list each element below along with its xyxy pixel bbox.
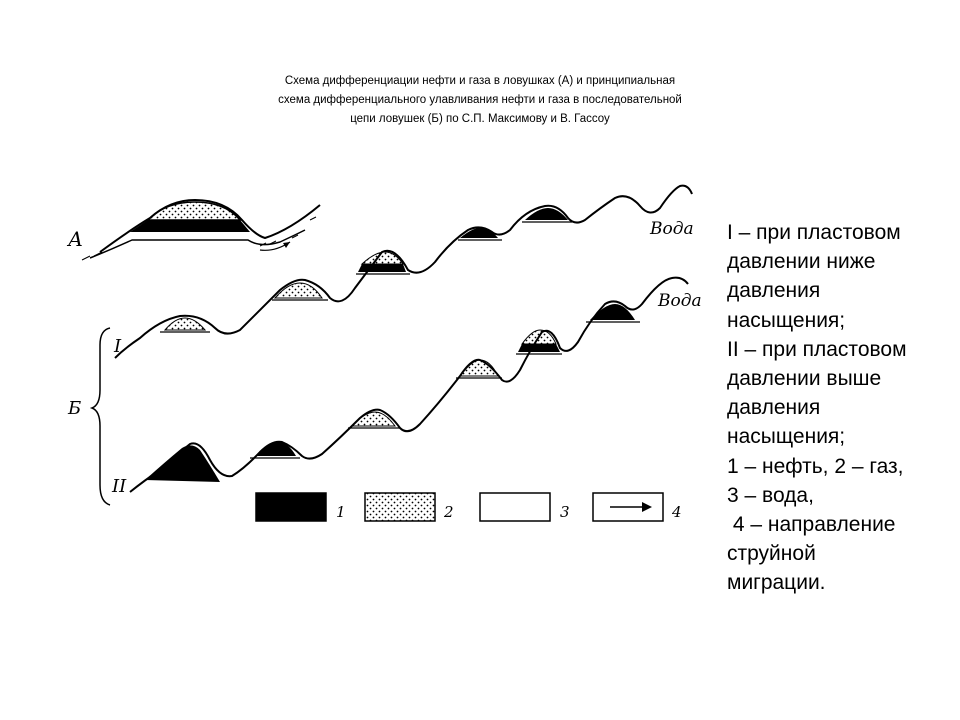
legend-line: II – при пластовом [727, 337, 907, 361]
row-ii [111, 278, 702, 497]
row-i-gas-1 [165, 318, 205, 330]
legend-label-4: 4 [672, 503, 682, 521]
legend-line: 1 – нефть, 2 – газ, [727, 454, 904, 478]
row-ii-oil-2 [255, 442, 296, 456]
trap-a-gas [148, 202, 240, 220]
legend-boxes [256, 493, 682, 521]
legend-line: давлении выше [727, 367, 882, 391]
legend-line: насыщения; [727, 308, 846, 332]
caption-line-1: Схема дифференциации нефти и газа в ловушках (А) и принципиальная [284, 75, 676, 87]
figure-caption [200, 72, 760, 129]
legend-water-box [480, 493, 550, 521]
label-i: I [114, 336, 122, 357]
label-a: А [68, 227, 84, 251]
label-b: Б [68, 398, 82, 419]
trap-a-oil [130, 220, 250, 232]
caption-line-2: схема дифференциального улавливания нефти и газа в последовательной [278, 94, 682, 106]
row-i-base [160, 222, 572, 332]
legend-line: миграции. [727, 571, 826, 595]
row-i-oil-3 [358, 264, 406, 272]
water-label-upper: Вода [650, 219, 694, 239]
legend-gas-box [365, 493, 435, 521]
legend-label-1: 1 [336, 503, 346, 521]
legend-line: 3 – вода, [727, 483, 814, 507]
legend-line: 4 – направление [727, 513, 896, 537]
trap-diagram [60, 180, 720, 540]
legend-description [727, 218, 952, 598]
label-ii: II [112, 476, 127, 497]
legend-line: насыщения; [727, 425, 846, 449]
legend-line: давлении ниже [727, 250, 876, 274]
row-i-gas-2 [275, 283, 322, 298]
caption-line-3: цепи ловушек (Б) по С.П. Максимову и В. Гассоу [350, 113, 610, 125]
legend-line: давления [727, 279, 821, 303]
legend-line: I – при пластовом [727, 221, 901, 244]
legend-line: давления [727, 396, 821, 420]
row-ii-oil-5 [518, 344, 560, 352]
legend-line: струйной [727, 542, 816, 566]
row-ii-base [250, 322, 640, 458]
section-a [66, 200, 320, 260]
group-brace [67, 328, 110, 505]
legend-label-3: 3 [560, 503, 570, 521]
water-label-lower: Вода [658, 291, 702, 311]
legend-label-2: 2 [444, 503, 454, 521]
brace-icon [92, 328, 110, 505]
legend-oil-box [256, 493, 326, 521]
